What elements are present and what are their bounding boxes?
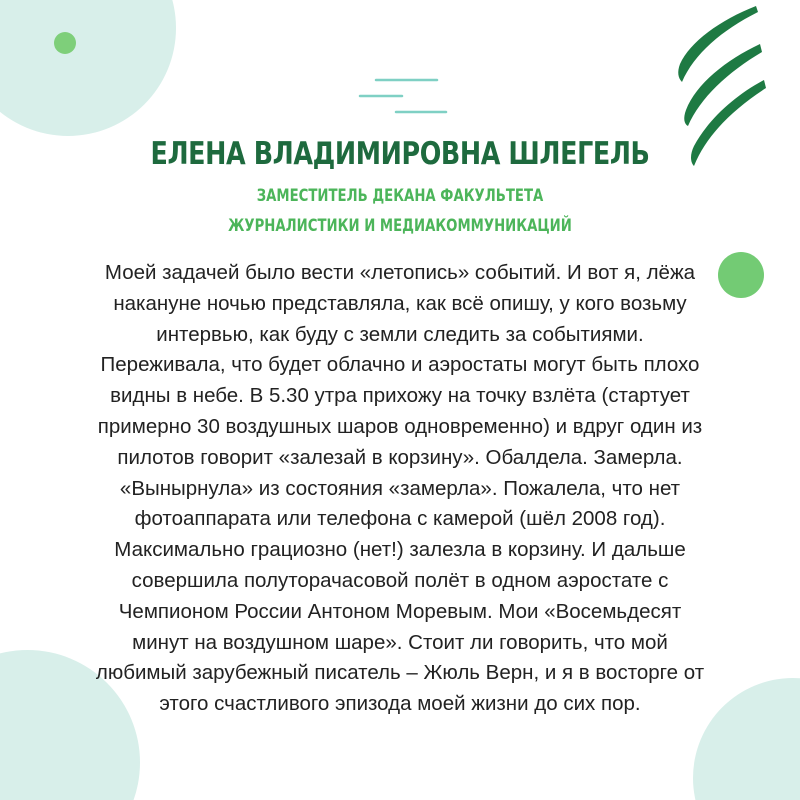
quote-line: примерно 30 воздушных шаров одновременно) и вдруг один из bbox=[97, 414, 703, 438]
quote-line: фотоаппарата или телефона с камерой (шёл 2008 год). bbox=[134, 507, 666, 531]
position-line-2: ЖУРНАЛИСТИКИ И МЕДИАКОММУНИКАЦИЙ bbox=[228, 216, 572, 236]
quote-line: накануне ночью представляла, как всё опишу, у кого возьму bbox=[113, 291, 687, 315]
quote-text bbox=[40, 258, 760, 720]
quote-line: пилотов говорит «залезай в корзину». Обалдела. Замерла. bbox=[117, 445, 683, 469]
quote-line: интервью, как буду с земли следить за событиями. bbox=[156, 322, 644, 346]
quote-line: этого счастливого эпизода моей жизни до сих пор. bbox=[159, 692, 641, 716]
quote-line: любимый зарубежный писатель – Жюль Верн, и я в восторге от bbox=[95, 661, 705, 685]
quote-line: минут на воздушном шаре». Стоит ли говорить, что мой bbox=[132, 630, 668, 654]
quote-line: Чемпионом России Антоном Моревым. Мои «Восемьдесят bbox=[118, 599, 682, 623]
quote-line: совершила полуторачасовой полёт в одном аэростате с bbox=[131, 568, 669, 592]
quote-line: Максимально грациозно (нет!) залезла в корзину. И дальше bbox=[114, 538, 686, 562]
quote-line: видны в небе. В 5.30 утра прихожу на точку взлёта (стартует bbox=[110, 384, 690, 408]
quote-line: Переживала, что будет облачно и аэростаты могут быть плохо bbox=[100, 353, 700, 377]
quote-line: «Вынырнула» из состояния «замерла». Пожалела, что нет bbox=[119, 476, 681, 500]
quote-line: Моей задачей было вести «летопись» событий. И вот я, лёжа bbox=[104, 261, 696, 284]
page-title: ЕЛЕНА ВЛАДИМИРОВНА ШЛЕГЕЛЬ bbox=[150, 136, 650, 172]
position-line-1: ЗАМЕСТИТЕЛЬ ДЕКАНА ФАКУЛЬТЕТА bbox=[256, 186, 544, 206]
